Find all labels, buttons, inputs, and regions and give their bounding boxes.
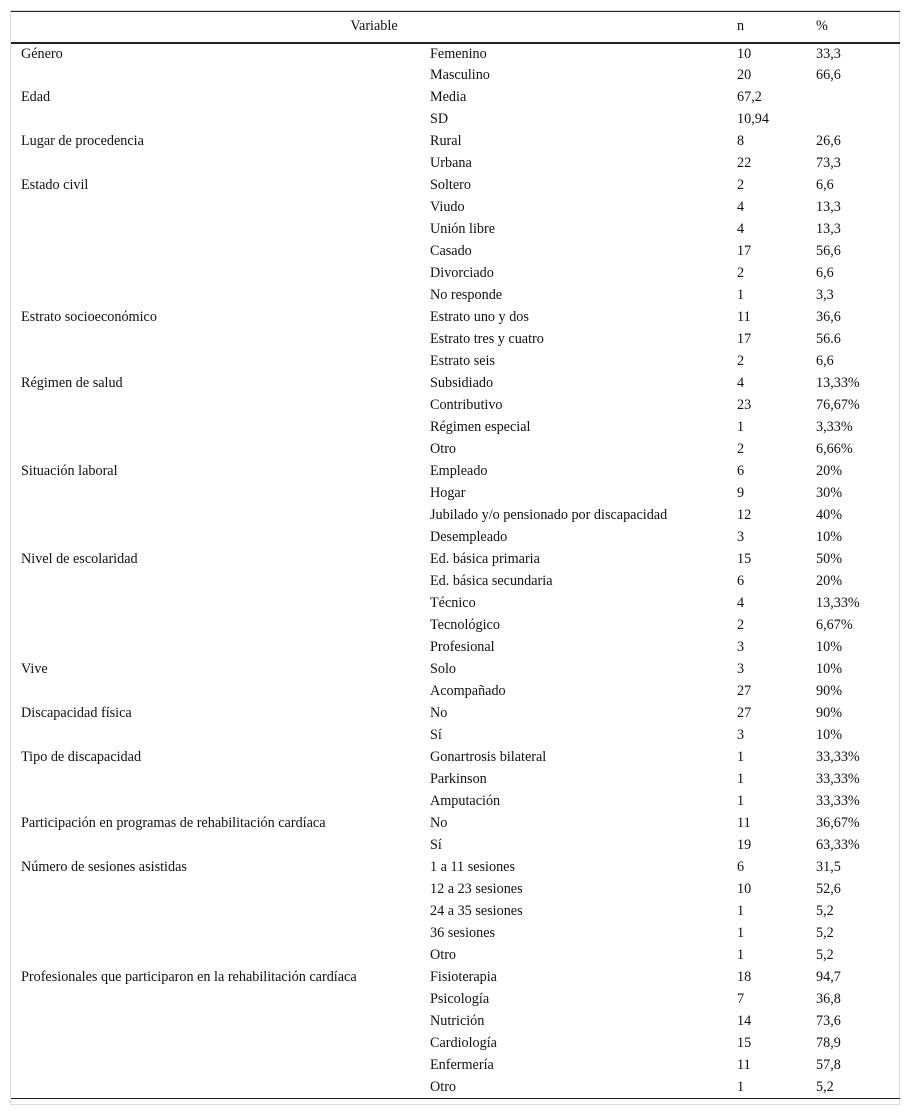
table-row — [11, 659, 900, 681]
table-row — [11, 329, 900, 351]
n-cell: 12 — [737, 507, 752, 523]
variable-cell — [11, 791, 430, 813]
n-cell: 17 — [737, 331, 752, 347]
table-row — [11, 285, 900, 307]
variable-cell — [11, 681, 430, 703]
variable-cell: Profesionales que participaron en la rehabilitación cardíaca — [21, 969, 357, 985]
n-cell: 4 — [737, 375, 745, 391]
percent-cell: 20% — [816, 573, 843, 589]
category-cell: Contributivo — [430, 397, 503, 413]
category-cell: Solo — [430, 661, 457, 677]
n-cell: 19 — [737, 837, 752, 853]
n-cell: 6 — [737, 463, 745, 479]
variable-cell — [11, 527, 430, 549]
table-row — [11, 131, 900, 153]
n-cell: 10 — [737, 881, 752, 897]
n-cell: 10 — [737, 45, 752, 62]
n-cell: 22 — [737, 155, 752, 171]
n-cell: 11 — [737, 309, 751, 325]
percent-cell: 20% — [816, 463, 843, 479]
category-cell: Unión libre — [430, 221, 496, 237]
category-cell: No — [430, 705, 448, 721]
table-row — [11, 901, 900, 923]
percent-cell: 76,67% — [816, 397, 860, 413]
category-cell: Hogar — [430, 485, 466, 501]
percent-cell: 90% — [816, 705, 843, 721]
category-cell: Otro — [430, 441, 457, 457]
category-cell: Fisioterapia — [430, 969, 497, 985]
percent-cell — [816, 109, 900, 131]
category-cell: Sí — [430, 837, 442, 853]
table-row — [11, 747, 900, 769]
category-cell: Soltero — [430, 177, 471, 193]
category-cell: Tecnológico — [430, 617, 500, 633]
table-row — [11, 43, 900, 65]
category-cell: Nutrición — [430, 1013, 485, 1029]
n-cell: 2 — [737, 353, 745, 369]
table-row — [11, 989, 900, 1011]
category-cell: No responde — [430, 287, 503, 303]
category-cell: Estrato tres y cuatro — [430, 331, 544, 347]
table-row — [11, 307, 900, 329]
category-cell: Desempleado — [430, 529, 508, 545]
table-row — [11, 351, 900, 373]
table-row — [11, 571, 900, 593]
variable-cell — [11, 395, 430, 417]
percent-cell: 10% — [816, 727, 843, 743]
percent-cell: 73,3 — [816, 155, 841, 171]
category-cell: Técnico — [430, 595, 476, 611]
table-row — [11, 879, 900, 901]
n-cell: 17 — [737, 243, 752, 259]
table-row — [11, 373, 900, 395]
table-row — [11, 1077, 900, 1099]
n-cell: 18 — [737, 969, 752, 985]
variable-cell: Nivel de escolaridad — [21, 551, 138, 567]
header-n: n — [737, 12, 816, 43]
table-row — [11, 197, 900, 219]
n-cell: 9 — [737, 485, 745, 501]
n-cell: 3 — [737, 661, 745, 677]
table-row — [11, 219, 900, 241]
percent-cell: 56.6 — [816, 331, 841, 347]
sociodemographic-table — [11, 11, 900, 1099]
table-row — [11, 153, 900, 175]
n-cell: 2 — [737, 265, 745, 281]
n-cell: 10,94 — [737, 111, 769, 127]
table-row — [11, 923, 900, 945]
category-cell: Ed. básica secundaria — [430, 573, 553, 589]
variable-cell — [11, 439, 430, 461]
category-cell: Divorciado — [430, 265, 494, 281]
n-cell: 2 — [737, 441, 745, 457]
category-cell: Enfermería — [430, 1057, 494, 1073]
percent-cell: 90% — [816, 683, 843, 699]
category-cell: Acompañado — [430, 683, 506, 699]
table-row — [11, 439, 900, 461]
n-cell: 2 — [737, 177, 745, 193]
variable-cell — [11, 637, 430, 659]
variable-cell: Participación en programas de rehabilitación cardíaca — [21, 815, 326, 831]
variable-cell — [11, 351, 430, 373]
variable-cell — [11, 593, 430, 615]
table-row — [11, 945, 900, 967]
variable-cell: Estrato socioeconómico — [21, 309, 157, 325]
variable-cell — [11, 571, 430, 593]
n-cell: 4 — [737, 199, 745, 215]
variable-cell — [11, 197, 430, 219]
category-cell: Otro — [430, 947, 457, 963]
percent-cell: 3,3 — [816, 287, 834, 303]
category-cell: Femenino — [430, 45, 487, 62]
table-row — [11, 87, 900, 109]
variable-cell — [11, 285, 430, 307]
category-cell: Empleado — [430, 463, 488, 479]
n-cell: 67,2 — [737, 89, 762, 105]
variable-cell — [11, 769, 430, 791]
category-cell: SD — [430, 111, 449, 127]
percent-cell: 57,8 — [816, 1057, 841, 1073]
percent-cell: 13,3 — [816, 199, 841, 215]
variable-cell — [11, 263, 430, 285]
table-row — [11, 395, 900, 417]
n-cell: 27 — [737, 705, 752, 721]
n-cell: 3 — [737, 727, 745, 743]
percent-cell: 13,3 — [816, 221, 841, 237]
variable-cell — [11, 901, 430, 923]
n-cell: 11 — [737, 1057, 751, 1073]
variable-cell: Estado civil — [21, 177, 89, 193]
percent-cell: 94,7 — [816, 969, 841, 985]
table-row — [11, 483, 900, 505]
table-row — [11, 593, 900, 615]
table-row — [11, 461, 900, 483]
table-row — [11, 813, 900, 835]
variable-cell: Edad — [21, 89, 51, 105]
percent-cell: 5,2 — [816, 947, 834, 963]
table-row — [11, 1033, 900, 1055]
percent-cell: 6,6 — [816, 265, 834, 281]
category-cell: Estrato uno y dos — [430, 309, 529, 325]
percent-cell: 10% — [816, 639, 843, 655]
variable-cell — [11, 989, 430, 1011]
variable-cell: Número de sesiones asistidas — [21, 859, 187, 875]
category-cell: 36 sesiones — [430, 925, 496, 941]
variable-cell — [11, 329, 430, 351]
table-row — [11, 527, 900, 549]
table-row — [11, 791, 900, 813]
percent-cell: 31,5 — [816, 859, 841, 875]
n-cell: 1 — [737, 749, 745, 765]
percent-cell: 66,6 — [816, 67, 841, 83]
n-cell: 15 — [737, 551, 752, 567]
header-variable: Variable — [11, 12, 737, 43]
category-cell: Profesional — [430, 639, 495, 655]
variable-cell: Discapacidad física — [21, 705, 132, 721]
table-row — [11, 835, 900, 857]
table-row — [11, 263, 900, 285]
n-cell: 4 — [737, 221, 745, 237]
percent-cell: 6,6 — [816, 177, 834, 193]
percent-cell: 33,33% — [816, 749, 860, 765]
percent-cell: 78,9 — [816, 1035, 841, 1051]
variable-cell — [11, 1055, 430, 1077]
category-cell: Sí — [430, 727, 442, 743]
table-row — [11, 417, 900, 439]
table-row — [11, 65, 900, 87]
n-cell: 6 — [737, 573, 745, 589]
variable-cell — [11, 417, 430, 439]
category-cell: Amputación — [430, 793, 501, 809]
variable-cell — [11, 241, 430, 263]
percent-cell: 6,67% — [816, 617, 853, 633]
percent-cell: 33,3 — [816, 45, 841, 62]
category-cell: Masculino — [430, 67, 490, 83]
category-cell: 24 a 35 sesiones — [430, 903, 523, 919]
category-cell: 1 a 11 sesiones — [430, 859, 515, 875]
category-cell: Estrato seis — [430, 353, 496, 369]
table-row — [11, 505, 900, 527]
percent-cell: 63,33% — [816, 837, 860, 853]
category-cell: Subsidiado — [430, 375, 494, 391]
n-cell: 6 — [737, 859, 745, 875]
header-percent: % — [816, 12, 900, 43]
percent-cell: 10% — [816, 529, 843, 545]
variable-cell — [11, 725, 430, 747]
table-row — [11, 241, 900, 263]
category-cell: Otro — [430, 1077, 737, 1099]
percent-cell: 6,6 — [816, 353, 834, 369]
percent-cell: 6,66% — [816, 441, 853, 457]
table-row — [11, 967, 900, 989]
table-row — [11, 725, 900, 747]
percent-cell: 50% — [816, 551, 843, 567]
percent-cell: 36,67% — [816, 815, 860, 831]
percent-cell: 36,8 — [816, 991, 841, 1007]
percent-cell: 13,33% — [816, 595, 860, 611]
variable-cell — [11, 505, 430, 527]
variable-cell — [11, 923, 430, 945]
table-row — [11, 549, 900, 571]
n-cell: 27 — [737, 683, 752, 699]
percent-cell: 10% — [816, 661, 843, 677]
n-cell: 1 — [737, 287, 745, 303]
variable-cell — [11, 483, 430, 505]
table-row — [11, 1055, 900, 1077]
percent-cell — [816, 87, 900, 109]
n-cell: 1 — [737, 903, 745, 919]
category-cell: Media — [430, 89, 467, 105]
n-cell: 7 — [737, 991, 745, 1007]
variable-cell — [11, 153, 430, 175]
table-row — [11, 857, 900, 879]
category-cell: Urbana — [430, 155, 472, 171]
percent-cell: 36,6 — [816, 309, 841, 325]
n-cell: 3 — [737, 529, 745, 545]
table-row — [11, 703, 900, 725]
n-cell: 2 — [737, 617, 745, 633]
n-cell: 15 — [737, 1035, 752, 1051]
variable-cell: Vive — [21, 661, 48, 677]
table-row — [11, 1011, 900, 1033]
variable-cell — [11, 835, 430, 857]
table-header-row — [11, 12, 900, 43]
table-row — [11, 615, 900, 637]
category-cell: Psicología — [430, 991, 490, 1007]
n-cell: 8 — [737, 133, 745, 149]
category-cell: Rural — [430, 133, 462, 149]
category-cell: Jubilado y/o pensionado por discapacidad — [430, 507, 668, 523]
n-cell: 11 — [737, 815, 751, 831]
variable-cell: Lugar de procedencia — [21, 133, 144, 149]
percent-cell: 26,6 — [816, 133, 841, 149]
category-cell: Parkinson — [430, 771, 487, 787]
percent-cell: 5,2 — [816, 903, 834, 919]
table-body — [11, 43, 900, 1099]
category-cell: No — [430, 815, 448, 831]
percent-cell: 3,33% — [816, 419, 853, 435]
variable-cell: Régimen de salud — [21, 375, 123, 391]
n-cell: 1 — [737, 793, 745, 809]
percent-cell: 33,33% — [816, 771, 860, 787]
n-cell: 20 — [737, 67, 752, 83]
category-cell: Ed. básica primaria — [430, 551, 540, 567]
n-cell: 14 — [737, 1013, 752, 1029]
table-row — [11, 681, 900, 703]
variable-cell: Género — [21, 45, 63, 62]
table-row — [11, 637, 900, 659]
variable-cell — [11, 879, 430, 901]
variable-cell — [11, 1033, 430, 1055]
variable-cell: Tipo de discapacidad — [21, 749, 142, 765]
variable-cell — [11, 1011, 430, 1033]
variable-cell — [11, 109, 430, 131]
category-cell: Cardiología — [430, 1035, 497, 1051]
variable-cell — [11, 1077, 430, 1099]
variable-cell — [11, 219, 430, 241]
n-cell: 1 — [737, 419, 745, 435]
category-cell: Gonartrosis bilateral — [430, 749, 547, 765]
percent-cell: 52,6 — [816, 881, 841, 897]
percent-cell: 13,33% — [816, 375, 860, 391]
table-row — [11, 175, 900, 197]
n-cell: 3 — [737, 639, 745, 655]
percent-cell: 33,33% — [816, 793, 860, 809]
percent-cell: 5,2 — [816, 925, 834, 941]
table-row — [11, 769, 900, 791]
n-cell: 1 — [737, 1077, 816, 1099]
category-cell: 12 a 23 sesiones — [430, 881, 523, 897]
percent-cell: 73,6 — [816, 1013, 841, 1029]
variable-cell — [11, 65, 430, 87]
category-cell: Régimen especial — [430, 419, 531, 435]
category-cell: Casado — [430, 243, 472, 259]
n-cell: 1 — [737, 771, 745, 787]
variable-cell: Situación laboral — [21, 463, 118, 479]
variable-cell — [11, 615, 430, 637]
category-cell: Viudo — [430, 199, 465, 215]
percent-cell: 30% — [816, 485, 843, 501]
percent-cell: 5,2 — [816, 1077, 900, 1099]
n-cell: 23 — [737, 397, 752, 413]
percent-cell: 56,6 — [816, 243, 841, 259]
n-cell: 1 — [737, 947, 745, 963]
n-cell: 1 — [737, 925, 745, 941]
variable-cell — [11, 945, 430, 967]
n-cell: 4 — [737, 595, 745, 611]
percent-cell: 40% — [816, 507, 843, 523]
table-row — [11, 109, 900, 131]
